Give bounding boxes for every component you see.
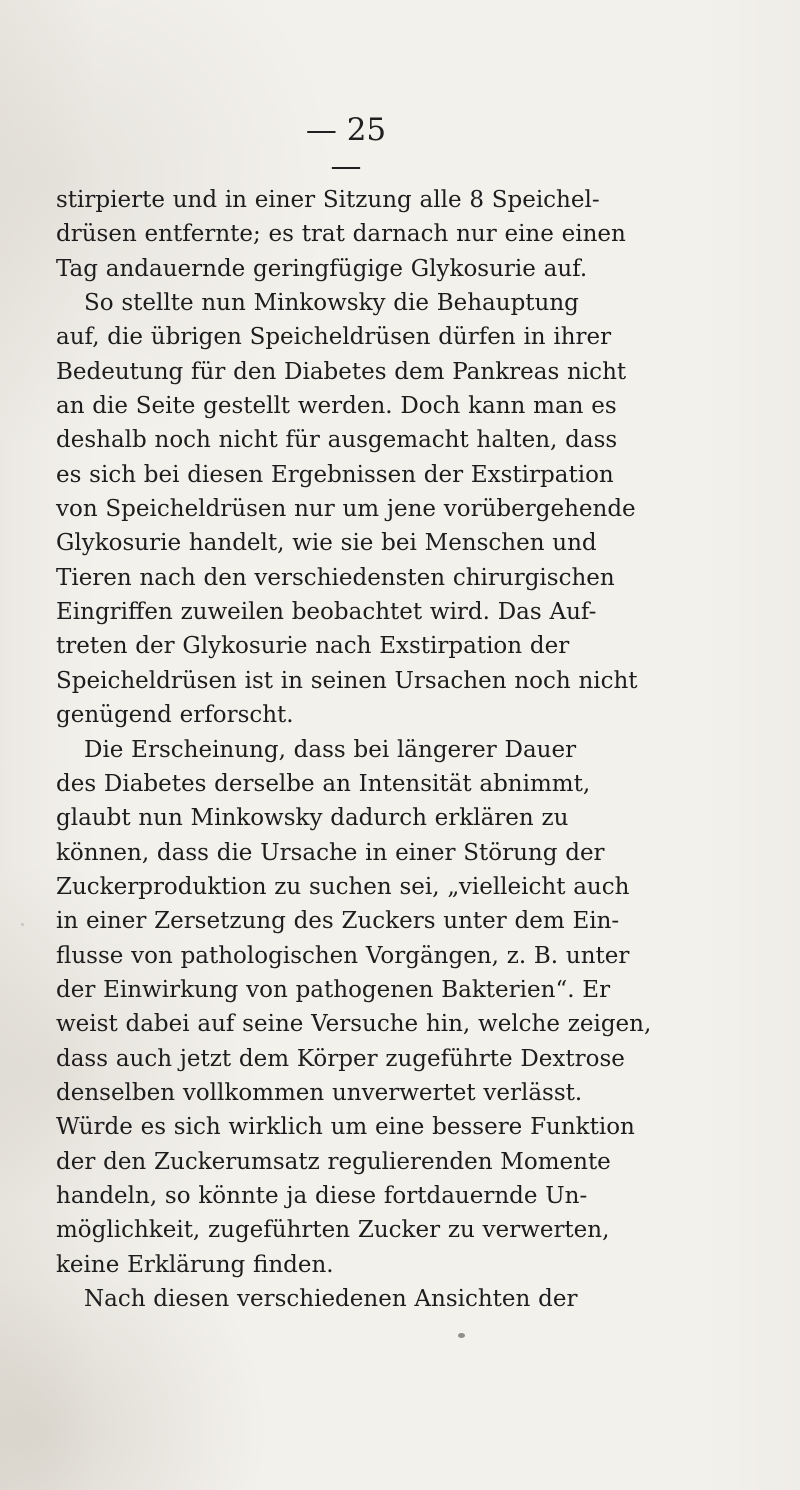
- text-line: keine Erklärung finden.: [56, 1251, 334, 1278]
- text-line: des Diabetes derselbe an Intensität abnimmt,: [56, 770, 591, 797]
- paragraph-start-line: So stellte nun Minkowsky die Behauptung: [84, 290, 579, 317]
- text-line: der den Zuckerumsatz regulierenden Momente: [56, 1148, 611, 1175]
- text-line: Würde es sich wirklich um eine bessere Funktion: [56, 1114, 635, 1141]
- text-line: es sich bei diesen Ergebnissen der Exstirpation: [56, 461, 614, 488]
- text-line: von Speicheldrüsen nur um jene vorübergehende: [56, 496, 636, 523]
- ink-speck: [21, 923, 24, 926]
- text-line: Glykosurie handelt, wie sie bei Menschen und: [56, 530, 597, 557]
- text-line: Tieren nach den verschiedensten chirurgischen: [56, 564, 615, 591]
- text-line: möglichkeit, zugeführten Zucker zu verwerten,: [56, 1217, 610, 1244]
- text-line: genügend erforscht.: [56, 702, 294, 729]
- text-line: Eingriffen zuweilen beobachtet wird. Das Auf-: [56, 599, 597, 626]
- text-line: treten der Glykosurie nach Exstirpation der: [56, 633, 570, 660]
- paragraph-start-line: Nach diesen verschiedenen Ansichten der: [84, 1286, 578, 1312]
- text-line: glaubt nun Minkowsky dadurch erklären zu: [56, 805, 569, 832]
- text-line: dass auch jetzt dem Körper zugeführte Dextrose: [56, 1045, 625, 1072]
- text-line: denselben vollkommen unverwertet verlässt.: [56, 1079, 583, 1106]
- text-line: an die Seite gestellt werden. Doch kann man es: [56, 393, 617, 420]
- ink-speck: [458, 1333, 465, 1338]
- text-line: deshalb noch nicht für ausgemacht halten, dass: [56, 427, 618, 454]
- paragraph-start-line: Die Erscheinung, dass bei längerer Dauer: [84, 736, 577, 763]
- text-line: handeln, so könnte ja diese fortdauernde Un-: [56, 1182, 588, 1209]
- text-line: der Einwirkung von pathogenen Bakterien“. Er: [56, 976, 611, 1003]
- text-line: auf, die übrigen Speicheldrüsen dürfen in ihrer: [56, 324, 612, 351]
- text-line: flusse von pathologischen Vorgängen, z. B. unter: [56, 942, 630, 969]
- text-line: stirpierte und in einer Sitzung alle 8 Speichel-: [56, 187, 600, 213]
- text-line: weist dabei auf seine Versuche hin, welche zeigen,: [56, 1011, 652, 1038]
- text-line: in einer Zersetzung des Zuckers unter dem Ein-: [56, 908, 620, 935]
- body-text: [56, 183, 652, 1316]
- text-line: Zuckerproduktion zu suchen sei, „vielleicht auch: [56, 873, 630, 900]
- text-line: Speicheldrüsen ist in seinen Ursachen noch nicht: [56, 667, 638, 694]
- page-number: — 25 —: [305, 112, 387, 184]
- text-line: können, dass die Ursache in einer Störung der: [56, 839, 605, 866]
- text-line: drüsen entfernte; es trat darnach nur eine einen: [56, 221, 626, 248]
- text-line: Tag andauernde geringfügige Glykosurie auf.: [56, 255, 588, 282]
- text-line: Bedeutung für den Diabetes dem Pankreas nicht: [56, 358, 627, 385]
